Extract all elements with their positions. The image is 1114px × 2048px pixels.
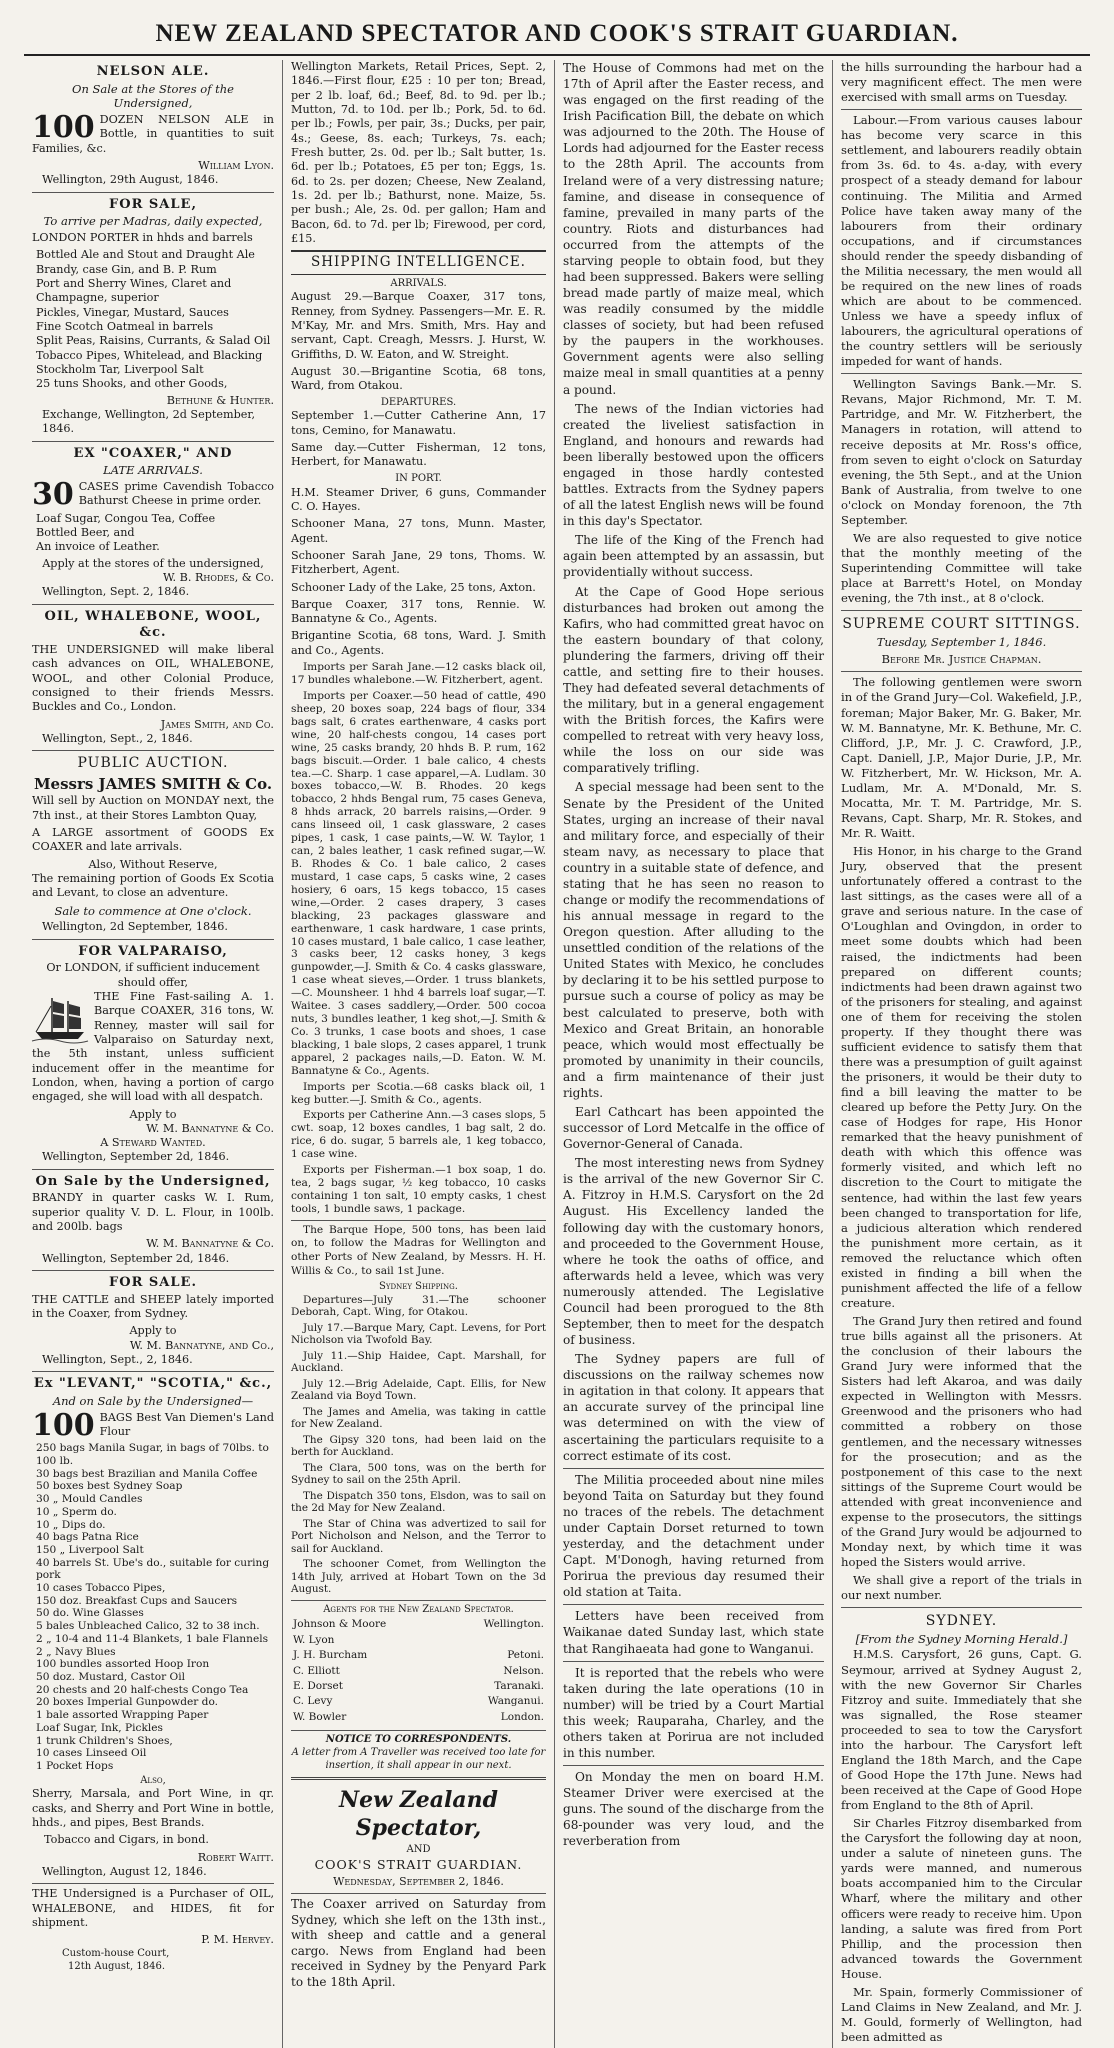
markets-report: Wellington Markets, Retail Prices, Sept. 2, 1846.—First flour, £25 : 10 per ton; Bread, per 2 lb. loaf, 6d.; Beef, 8d. to 9d. per lb.; Mutton, 7d. to 10d. per lb.; Pork, 5d. to 6d. per lb.; Fowls, per pair, 3s.; Ducks, per pair, 4s.; Geese, 8s. each; Turkeys, 7s. each; Fresh butter, 2s. 0d. per lb.; Salt butter, 1s. 6d. per lb.; Potatoes, £5 per ton; Eggs, 1s. 6d. to 2s. per dozen; Cheese, New Zealand, 1s. 2d. per lb.; Bathurst, none. Maize, 5s. per bush.; Ale, 2s. 0d. per gallon; Ham and Bacon, 6d. to 7d. per lb; Firewood, per cord, £15. xyxy=(291,60,546,245)
ad-time: Sale to commence at One o'clock. xyxy=(54,903,252,918)
list-item: 30 bags best Brazilian and Manila Coffee xyxy=(36,1467,258,1480)
ad-tobacco: Tobacco and Cigars, in bond. xyxy=(44,1833,209,1847)
sydney-paragraph: Sir Charles Fitzroy disembarked from the Carysfort the following day at noon, under a salute of nineteen guns. The yards were manned, and numerous boats accompanied him to the Circular Wharf, where the military and other officers were ready to receive him. Upon landing, a salute was fired from Port Phillip, and the procession then advanced towards the Government House. xyxy=(841,1816,1082,1981)
in-port-entry: Schooner Mana, 27 tons, Munn. Master, Agent. xyxy=(291,517,546,545)
list-item: Port and Sherry Wines, Claret and Champagne, superior xyxy=(36,277,232,305)
sydney-shipping-heading: Sydney Shipping. xyxy=(379,1281,458,1293)
list-item: The schooner Comet, from Wellington the 14th July, arrived at Hobart Town on the 3d August. xyxy=(291,1558,546,1596)
ad-heading: EX "COAXER," AND xyxy=(73,445,233,461)
divider xyxy=(841,1607,1082,1608)
divider xyxy=(291,1600,546,1601)
ad-date: Wellington, Sept., 2, 1846. xyxy=(42,731,193,745)
ad-signature: W. M. Bannatyne, and Co., xyxy=(129,1338,274,1352)
ad-apply: Apply to xyxy=(129,1107,177,1121)
list-item: Fine Scotch Oatmeal in barrels xyxy=(36,320,214,334)
ad-cattle xyxy=(32,1275,274,1367)
ad-brandy xyxy=(32,1174,274,1266)
imports-entry: Imports per Sarah Jane.—12 casks black oil, 17 bundles whalebone.—W. Fitzherbert, agent. xyxy=(291,661,546,687)
ad-subheading: And on Sale by the Undersigned— xyxy=(52,1393,254,1408)
paper-and: AND xyxy=(406,1844,431,1856)
list-item: 10 cases Linseed Oil xyxy=(36,1747,147,1760)
ad-heading: FOR VALPARAISO, xyxy=(78,943,228,959)
divider xyxy=(841,373,1082,374)
ad-body: BRANDY in quarter casks W. I. Rum, superior quality V. D. L. Flour, in 100lb. and 200lb. bags xyxy=(32,1191,274,1234)
column-3 xyxy=(554,60,832,2048)
sydney-heading: SYDNEY. xyxy=(925,1613,998,1630)
table-row xyxy=(293,1695,544,1708)
list-item: 40 bags Patna Rice xyxy=(36,1531,139,1544)
ad-firm: Messrs JAMES SMITH & Co. xyxy=(33,775,273,794)
news-paragraph: A special message had been sent to the Senate by the President of the United States, urging an increase of their naval and military force, and especially of their steam navy, as necessary to place that country in a suitable state of defence, and stating that he has seen no reason to change or modify the recommendations of his annual message in regard to the Oregon question. After alluding to the unsettled condition of the relations of the United States with Mexico, he concludes by declaring it to be his settled purpose to pursue such a course of policy as may be best calculated to preserve, both with Mexico and Great Britain, an honorable peace, which would most effectually be promoted by unanimity in their councils, and a firm maintenance of their just rights. xyxy=(563,780,824,1100)
ad-date: 12th August, 1846. xyxy=(68,1960,166,1972)
ad-nelson-ale xyxy=(32,64,274,188)
columns xyxy=(24,60,1090,2044)
departure-entry: September 1.—Cutter Catherine Ann, 17 tons, Cemino, for Manawatu. xyxy=(291,409,546,437)
arrival-entry: August 30.—Brigantine Scotia, 68 tons, Ward, from Otakou. xyxy=(291,364,546,393)
ad-subheading: Or LONDON, if sufficient inducement should offer, xyxy=(46,961,260,989)
court-date: Tuesday, September 1, 1846. xyxy=(876,635,1047,650)
list-item: The James and Amelia, was taking in cattle for New Zealand. xyxy=(291,1405,546,1431)
agent-place: Nelson. xyxy=(503,1664,544,1677)
column-1 xyxy=(24,60,282,2048)
in-port-entry: Schooner Sarah Jane, 29 tons, Thoms. W. Fitzherbert, Agent. xyxy=(291,548,546,577)
ad-hervey xyxy=(32,1887,274,1973)
ad-quantity: 100 xyxy=(32,110,95,146)
table-row xyxy=(293,1634,544,1647)
in-port-entry: Barque Coaxer, 317 tons, Rennie. W. Bannatyne & Co., Agents. xyxy=(291,597,546,626)
ad-body: THE Undersigned is a Purchaser of OIL, WHALEBONE, and HIDES, fit for shipment. xyxy=(32,1887,274,1930)
ad-heading: FOR SALE, xyxy=(109,196,197,212)
divider xyxy=(32,441,274,442)
ad-signature: P. M. Hervey. xyxy=(201,1933,274,1947)
ad-date: Wellington, September 2d, 1846. xyxy=(42,1150,230,1164)
labour-paragraph: Labour.—From various causes labour has become very scarce in this settlement, and labourers readily obtain from 3s. 6d. to 4s. a-day, with every prospect of a steady demand for labour continuing. The Militia and Armed Police have taken away many of the labourers from their ordinary occupations, and if circumstances should render the speedy disbanding of the Militia necessary, the men would all be required on the new lines of roads which are about to be commenced. Unless we have a speedy influx of labourers, the agricultural operations of the country settlers will be seriously impeded for want of hands. xyxy=(841,113,1082,369)
list-item: The Dispatch 350 tons, Elsdon, was to sail on the 2d May for New Zealand. xyxy=(291,1489,546,1515)
list-item: Loaf Sugar, Ink, Pickles xyxy=(36,1721,163,1734)
ad-subheading: LATE ARRIVALS. xyxy=(103,463,203,478)
court-paragraph: The Grand Jury then retired and found true bills against all the prisoners. At the conclusion of their labours the Grand Jury were informed that the Sisters had left Akaroa, and was daily expected in Wellington with Messrs. Greenwood and the prisoners who had committed a robbery on those gentlemen, and the necessary witnesses for the prosecution; and as the postponement of this case to the next sittings of the Supreme Court would be attended with great inconvenience and expense to the prosecutors, the sittings of the Grand Jury would be adjourned to Monday next, by which time it was hoped the Sisters would arrive. xyxy=(841,1314,1082,1569)
sydney-shipping-list xyxy=(291,1294,546,1596)
imports-entry: Imports per Coaxer.—50 head of cattle, 490 sheep, 20 boxes soap, 224 bags of flour, 334 bags salt, 6 crates earthenware, 4 casks port wine, 20 half-chests congou, 14 cases port wine, 25 casks brandy, 20 hhds B. P. rum, 162 bags biscuit.—Order. 1 bale calico, 4 chests tea.—C. Sharp. 1 case apparel,—A. Ludlam. 30 boxes tobacco,—W. B. Rhodes. 20 kegs tobacco, 2 hhds Bengal rum, 75 cases Geneva, 8 hhds arrack, 20 barrels raisins,—Order. 9 cans linseed oil, 1 cask glassware, 2 cases pipes, 1 cask, 1 case paints,—W. W. Taylor, 1 can, 2 bales leather, 1 cask refined sugar,—W. B. Rhodes & Co. 1 bale calico, 2 cases mustard, 1 case caps, 5 casks wine, 2 cases hosiery, 6 oars, 15 kegs tobacco, 15 cases wine,—Order. 2 cases drapery, 3 cases blacking, 23 packages glassware and earthenware, 1 cask hardware, 1 case prints, 10 cases mustard, 1 bale calico, 1 case leather, 3 casks beer, 12 casks honey, 3 kegs gunpowder,—J. Smith & Co. 4 casks glassware, 1 case wheat sieves,—Order. 1 truss blankets,—C. Mounsheer. 1 hhd 4 barrels loaf sugar,—T. Waitee. 3 cases saddlery,—Order. 500 cocoa nuts, 3 bundles leather, 1 keg shot,—J. Smith & Co. 3 trunks, 1 case boots and shoes, 1 case blacking, 1 bale slops, 2 cases apparel, 1 trunk apparel, 2 packages nails,—D. Eaton. W. M. Bannatyne & Co., Agents. xyxy=(291,689,546,1077)
list-item: An invoice of Leather. xyxy=(36,540,160,554)
list-item: Stockholm Tar, Liverpool Salt xyxy=(36,363,204,376)
divider xyxy=(32,604,274,605)
ad-subheading: To arrive per Madras, daily expected, xyxy=(43,214,263,229)
reported-paragraph: It is reported that the rebels who were taken during the late operations (10 in number) will be tried by a Court Martial this week; Rauparaha, Charley, and the others taken at Porirua are not included in this number. xyxy=(563,1665,824,1760)
ad-heading: OIL, WHALEBONE, WOOL, &c. xyxy=(44,608,262,641)
divider xyxy=(32,1169,274,1170)
list-item: 50 doz. Mustard, Castor Oil xyxy=(36,1671,185,1683)
ad-date: Wellington, Sept., 2, 1846. xyxy=(42,1353,193,1367)
divider xyxy=(32,750,274,751)
ad-place: Custom-house Court, xyxy=(62,1947,170,1959)
news-paragraph: At the Cape of Good Hope serious disturbances had broken out among the Kafirs, who had committed great havoc on the eastern boundary of that colony, plundering the farmers, driving off their cattle, and setting fire to their houses. They had defeated several detachments of the military, but in a general engagement with the British forces, the Kafirs were compelled to retreat with very heavy loss, while the loss on our side was comparatively trifling. xyxy=(563,584,824,776)
divider xyxy=(563,1765,824,1766)
ad-wanted: A Steward Wanted. xyxy=(100,1136,206,1150)
ad-signature: W. M. Bannatyne & Co. xyxy=(146,1121,274,1135)
list-item: Brandy, case Gin, and B. P. Rum xyxy=(36,262,217,276)
divider xyxy=(291,1893,546,1894)
ad-also: Also, Without Reserve, xyxy=(88,857,218,871)
ad-levant-scotia xyxy=(32,1376,274,1879)
divider xyxy=(32,1883,274,1884)
ad-ex-coaxer xyxy=(32,446,274,600)
ad-signature: William Lyon. xyxy=(198,159,274,173)
news-paragraph: The House of Commons had met on the 17th of April after the Easter recess, and was engaged on the first reading of the Irish Pacification Bill, the debate on which was adjourned to the 20th. The House of Lords had adjourned for the Easter recess to the 28th April. The accounts from Ireland were of a very distressing nature; famine, and disease in consequence of famine, prevailed in many parts of the country. Riots and disturbances had occurred from the attempts of the starving people to obtain food, but they had been suppressed. Bakers were selling bread made partly of maize meal, which was readily consumed by the middle classes of society, but had been refused by the paupers in the workhouses. Government agents were also selling maize meal in small quantities at a penny a pound. xyxy=(563,61,824,397)
news-paragraph: The news of the Indian victories had created the liveliest satisfaction in England, and honours and rewards had been liberally bestowed upon the officers engaged in those hardly contested battles. Extracts from the Sydney papers of all the latest English news will be found in this day's Spectator. xyxy=(563,401,824,529)
divider xyxy=(32,939,274,940)
list-item: Bottled Ale and Stout and Draught Ale xyxy=(36,248,255,262)
ad-body: DOZEN NELSON ALE in Bottle, in quantities to suit Families, &c. xyxy=(32,113,274,155)
list-item: 20 chests and 20 half-chests Congo Tea xyxy=(36,1683,249,1696)
ad-signature: Bethune & Hunter. xyxy=(166,393,274,407)
savings-bank-paragraph: Wellington Savings Bank.—Mr. S. Revans, Major Richmond, Mr. T. M. Partridge, and Mr. W. Fitzherbert, the Managers in rotation, will attend to receive deposits at Mr. Ross's office, from seven to eight o'clock on Saturday evening, the 5th Sept., and at the Union Bank of Australia, from twelve to one o'clock on Monday forenoon, the 7th September. xyxy=(841,377,1082,527)
divider xyxy=(841,109,1082,110)
agent-place: Taranaki. xyxy=(494,1680,544,1693)
notice-heading: NOTICE TO CORRESPONDENTS. xyxy=(325,1734,512,1746)
list-item: 10 „ Sperm do. xyxy=(36,1505,117,1518)
news-paragraph: Earl Cathcart has been appointed the successor of Lord Metcalfe in the office of Governor-General of Canada. xyxy=(563,1105,824,1152)
ad-item-list xyxy=(36,512,274,555)
ad-heading: On Sale by the Undersigned, xyxy=(35,1173,271,1189)
ad-item-list xyxy=(36,248,274,391)
ad-body: Will sell by Auction on MONDAY next, the 7th inst., at their Stores Lambton Quay, xyxy=(32,794,274,822)
ad-body: LONDON PORTER in hhds and barrels xyxy=(32,231,253,245)
list-item: 1 bale assorted Wrapping Paper xyxy=(36,1709,209,1722)
ad-date: Wellington, 29th August, 1846. xyxy=(42,173,219,187)
paper-subtitle: COOK'S STRAIT GUARDIAN. xyxy=(314,1856,523,1872)
agent-place: Wanganui. xyxy=(487,1695,544,1708)
agents-heading: Agents for the New Zealand Spectator. xyxy=(323,1603,514,1615)
ad-heading: Ex "LEVANT," "SCOTIA," &c., xyxy=(33,1376,273,1392)
divider xyxy=(841,671,1082,672)
ad-signature: Robert Waitt. xyxy=(197,1850,274,1864)
ad-also: Also, xyxy=(140,1774,166,1786)
ad-signature: W. B. Rhodes, & Co. xyxy=(163,570,274,584)
agent-name: C. Levy xyxy=(293,1695,333,1708)
agent-name: E. Dorset xyxy=(293,1680,343,1693)
list-item: 25 tuns Shooks, and other Goods, xyxy=(36,377,228,391)
list-item: The Star of China was advertized to sail for Port Nicholson and Nelson, and the Terror to sail for Auckland. xyxy=(291,1517,546,1555)
list-item: Split Peas, Raisins, Currants, & Salad Oil xyxy=(36,334,271,348)
table-row xyxy=(293,1680,544,1693)
ad-heading: NELSON ALE. xyxy=(96,64,210,79)
list-item: Departures—July 31.—The schooner Deborah, Capt. Wing, for Otakou. xyxy=(291,1293,546,1319)
ad-quantity: 30 xyxy=(32,476,74,512)
list-item: 2 „ 10-4 and 11-4 Blankets, 1 bale Flannels xyxy=(36,1632,269,1645)
agent-name: W. Bowler xyxy=(293,1710,347,1723)
divider xyxy=(291,1777,546,1780)
ad-apply: Apply at the stores of the undersigned, xyxy=(42,556,264,570)
court-paragraph: The following gentlemen were sworn in of the Grand Jury—Col. Wakefield, J.P., foreman; Major Baker, Mr. G. Baker, Mr. W. M. Bannatyne, Mr. K. Bethune, Mr. C. Clifford, J.P., Mr. J. C. Crawford, J.P., Capt. Daniell, J.P., Major Durie, J.P., Mr. W. Fitzherbert, Mr. W. Hickson, Mr. A. Ludlam, Mr. A. M'Donald, Mr. S. Mocatta, Mr. T. M. Partridge, Mr. S. Revans, Capt. Sharp, Mr. R. Stokes, and Mr. R. Waitt. xyxy=(841,675,1082,840)
ad-oil-whalebone xyxy=(32,609,274,747)
court-paragraph: His Honor, in his charge to the Grand Jury, observed that the present unfortunately offered a contrast to the last sittings, as the cases were all of a grave and serious nature. In the case of O'Loughlan and Ovingdon, in order to meet some doubts which had been raised, the indictments had been prepared on different counts; indictments had been drawn against two of the prisoners for stealing, and against one of them for receiving the stolen property. If they thought there was sufficient evidence to satisfy them that there was a presumption of guilt against the prisoners, it would be their duty to find a bill leaving the matter to be cleared up before the Petty Jury. On the case of Hodges for rape, His Honor remarked that the heavy punishment of death with which this offence was formerly visited, and which left no discretion to the Court to mitigate the sentence, had within the last few years been changed to transportation for life, a judicious alteration which rendered the punishment more certain, as it removed the reluctance which often existed in finding a bill when the punishment affected the life of a fellow creature. xyxy=(841,844,1082,1310)
table-row xyxy=(293,1665,544,1678)
agent-place: Petoni. xyxy=(507,1649,544,1662)
exports-entry: Exports per Fisherman.—1 box soap, 1 do. tea, 2 bags sugar, ½ keg tobacco, 10 casks containing 1 ton salt, 10 empty casks, 1 chest tools, 1 bundle saws, 1 package. xyxy=(291,1164,546,1215)
divider xyxy=(841,610,1082,611)
divider xyxy=(32,192,274,193)
ad-also-body: Sherry, Marsala, and Port Wine, in qr. casks, and Sherry and Port Wine in bottle, hhds., and pipes, Best Brands. xyxy=(32,1787,274,1830)
divider xyxy=(32,1371,274,1372)
letters-paragraph: Letters have been received from Waikanae dated Sunday last, which state that Rangihaeata had gone to Wanganui. xyxy=(563,1609,824,1656)
ad-date: Exchange, Wellington, 2d September, 1846. xyxy=(42,407,256,436)
sydney-paragraph: H.M.S. Carysfort, 26 guns, Capt. G. Seymour, arrived at Sydney August 2, with the new Governor Sir Charles Fitzroy and suite. Immediately that she was signalled, the Rose steamer proceeded to sea to tow the Carysfort into the harbour. The Carysfort left England the 18th March, and the Cape of Good Hope the 17th June. News had been received at the Cape of Good Hope from England to the 8th of April. xyxy=(841,1647,1082,1813)
ad-body: BAGS Best Van Diemen's Land Flour xyxy=(99,1410,274,1439)
agent-name: W. Lyon xyxy=(293,1633,335,1646)
divider xyxy=(563,1468,824,1469)
list-item: Bottled Beer, and xyxy=(36,525,135,539)
list-item: 2 „ Navy Blues xyxy=(36,1645,116,1658)
column-2 xyxy=(282,60,554,2048)
arrival-entry: August 29.—Barque Coaxer, 317 tons, Renney, from Sydney. Passengers—Mr. E. R. M'Kay, Mr. and Mrs. Smith, Mrs. Hay and servant, Capt. Creagh, Messrs. J. Hurst, W. Griffiths, D. W. Eaton, and W. Streight. xyxy=(291,290,546,361)
ad-heading: PUBLIC AUCTION. xyxy=(77,755,229,772)
notice-paragraph: We are also requested to give notice that the monthly meeting of the Superintending Committee will take place at Barrett's Hotel, on Monday evening, the 7th inst., at 8 o'clock. xyxy=(841,530,1082,606)
list-item: 50 do. Wine Glasses xyxy=(36,1607,144,1620)
ad-subheading: On Sale at the Stores of the Undersigned, xyxy=(72,81,234,111)
hope-notice: The Barque Hope, 500 tons, has been laid on, to follow the Madras for Wellington and other Ports of New Zealand, by Messrs. H. H. Willis & Co., to sail 1st June. xyxy=(291,1223,546,1277)
ad-signature: W. M. Bannatyne & Co. xyxy=(146,1237,274,1251)
shipping-heading: SHIPPING INTELLIGENCE. xyxy=(291,250,546,274)
notice-body: A letter from A Traveller was received too late for insertion, it shall appear in our next. xyxy=(291,1747,546,1771)
departures-heading: DEPARTURES. xyxy=(380,396,457,408)
edition-date: Wednesday, September 2, 1846. xyxy=(333,1874,504,1888)
agent-name: Johnson & Moore xyxy=(293,1618,387,1631)
agent-place: London. xyxy=(500,1710,544,1723)
news-paragraph: the hills surrounding the harbour had a very magnificent effect. The men were exercised with small arms on Tuesday. xyxy=(841,60,1082,105)
list-item: 5 bales Unbleached Calico, 32 to 38 inch. xyxy=(36,1620,260,1633)
list-item: 50 boxes best Sydney Soap xyxy=(36,1480,183,1493)
divider xyxy=(563,1661,824,1662)
list-item: 30 „ Mould Candles xyxy=(36,1493,143,1506)
ad-public-auction xyxy=(32,755,274,934)
court-heading: SUPREME COURT SITTINGS. xyxy=(842,616,1081,633)
list-item: Loaf Sugar, Congou Tea, Coffee xyxy=(36,511,216,525)
list-item: 10 cases Tobacco Pipes, xyxy=(36,1582,166,1595)
ad-for-sale-madras xyxy=(32,197,274,437)
ad-remaining: The remaining portion of Goods Ex Scotia and Levant, to close an adventure. xyxy=(32,871,274,900)
masthead-rule xyxy=(24,54,1090,56)
list-item: 40 barrels St. Ube's do., suitable for curing pork xyxy=(36,1556,270,1582)
list-item: 150 doz. Breakfast Cups and Saucers xyxy=(36,1594,238,1607)
list-item: July 17.—Barque Mary, Capt. Levens, for Port Nicholson via Twofold Bay. xyxy=(291,1321,546,1347)
ad-quantity: 100 xyxy=(32,1407,95,1443)
agent-place xyxy=(446,1634,544,1647)
exports-entry: Exports per Catherine Ann.—3 cases slops, 5 cwt. soap, 12 boxes candles, 1 bag salt, 2 do. rice, 6 do. sugar, 5 barrels ale, 1 keg tobacco, 1 case wine. xyxy=(291,1109,546,1161)
agent-name: J. H. Burcham xyxy=(293,1649,368,1662)
ad-lot: A LARGE assortment of GOODS Ex COAXER and late arrivals. xyxy=(32,825,274,854)
ad-date: Wellington, 2d September, 1846. xyxy=(42,920,228,934)
militia-paragraph: The Militia proceeded about nine miles beyond Taita on Saturday but they found no traces of the rebels. The detachment under Captain Dorset returned to town yesterday, and the detachment under Capt. M'Donogh, having returned from Porirua the previous day resumed their old station at Taita. xyxy=(563,1472,824,1600)
agent-place: Wellington. xyxy=(483,1618,544,1631)
in-port-entry: Brigantine Scotia, 68 tons, Ward. J. Smith and Co., Agents. xyxy=(291,629,546,657)
ad-heading: FOR SALE. xyxy=(109,1275,197,1291)
table-row xyxy=(293,1711,544,1724)
list-item: July 12.—Brig Adelaide, Capt. Ellis, for New Zealand via Boyd Town. xyxy=(291,1377,546,1403)
table-row xyxy=(293,1649,544,1662)
in-port-heading: IN PORT. xyxy=(395,472,442,484)
news-paragraph: The most interesting news from Sydney is the arrival of the new Governor Sir C. A. Fitzroy in H.M.S. Carysfort on the 2d August. His Excellency landed the following day with the customary honors, and proceeded to the Government House, where he took the oaths of office, and afterwards held a levee, which was very numerously attended. The Legislative Council had been prorogued to the 8th September, then to meet for the despatch of business. xyxy=(563,1156,824,1348)
sydney-paragraph: Mr. Spain, formerly Commissioner of Land Claims in New Zealand, and Mr. J. M. Gould, formerly of Wellington, had been admitted as xyxy=(841,1984,1082,2044)
ad-body: THE CATTLE and SHEEP lately imported in the Coaxer, from Sydney. xyxy=(32,1292,274,1321)
ad-body: THE Fine Fast-sailing A. 1. Barque COAXER, 316 tons, W. Renney, master will sail for Valparaiso on Saturday next, the 5th instant, unless sufficient inducement offer in the meantime for London, when, having a portion of cargo engaged, she will load with all despatch. xyxy=(32,989,274,1104)
ad-apply: Apply to xyxy=(129,1324,177,1338)
divider xyxy=(291,1220,546,1221)
list-item: 10 „ Dips do. xyxy=(36,1518,106,1531)
in-port-entry: H.M. Steamer Driver, 6 guns, Commander C. O. Hayes. xyxy=(291,485,546,513)
list-item: 150 „ Liverpool Salt xyxy=(36,1543,144,1556)
imports-entry: Imports per Scotia.—68 casks black oil, 1 keg butter.—J. Smith & Co., agents. xyxy=(291,1080,546,1106)
ad-body: CASES prime Cavendish Tobacco Bathurst Cheese in prime order. xyxy=(78,479,274,508)
agent-name: C. Elliott xyxy=(293,1664,340,1677)
ad-date: Wellington, August 12, 1846. xyxy=(42,1865,207,1879)
in-port-entry: Schooner Lady of the Lake, 25 tons, Axton. xyxy=(291,580,536,594)
news-paragraph: The life of the King of the French had again been attempted by an assassin, but providentially without success. xyxy=(563,533,824,580)
news-paragraph: The Sydney papers are full of discussions on the railway schemes now in agitation in that colony. It appears that an accurate survey of the principal line was determined on with the view of ascertaining the particulars requisite to a correct estimate of its cost. xyxy=(563,1352,824,1463)
list-item: 1 Pocket Hops xyxy=(36,1759,114,1772)
list-item: The Gipsy 320 tons, had been laid on the berth for Auckland. xyxy=(291,1433,546,1459)
list-item: Tobacco Pipes, Whitelead, and Blacking xyxy=(36,348,263,362)
masthead: NEW ZEALAND SPECTATOR AND COOK'S STRAIT GUARDIAN. xyxy=(155,20,959,47)
table-row xyxy=(293,1618,544,1631)
arrivals-heading: ARRIVALS. xyxy=(390,277,447,289)
sailing-ship-icon xyxy=(32,992,88,1042)
ad-valparaiso xyxy=(32,944,274,1165)
list-item: 20 boxes Imperial Gunpowder do. xyxy=(36,1696,219,1709)
divider xyxy=(32,1270,274,1271)
column-4 xyxy=(832,60,1090,2048)
sydney-source: [From the Sydney Morning Herald.] xyxy=(855,1632,1068,1647)
list-item: 250 bags Manila Sugar, in bags of 70lbs. to 100 lb. xyxy=(36,1442,269,1468)
court-paragraph: We shall give a report of the trials in our next number. xyxy=(841,1573,1082,1603)
divider xyxy=(563,1604,824,1605)
list-item: July 11.—Ship Haidee, Capt. Marshall, for Auckland. xyxy=(291,1349,546,1375)
ad-signature: James Smith, and Co. xyxy=(160,717,274,731)
ad-item-list xyxy=(36,1442,274,1772)
list-item: The Clara, 500 tons, was on the berth for Sydney to sail on the 25th April. xyxy=(291,1461,546,1487)
ad-body: THE UNDERSIGNED will make liberal cash advances on OIL, WHALEBONE, WOOL, and other Colonial Produce, consigned to their friends Messrs. Buckles and Co., London. xyxy=(32,642,274,714)
lead-article: The Coaxer arrived on Saturday from Sydney, which she left on the 13th inst., with sheep and cattle and a general cargo. News from England had been received in Sydney by the Penyard Park to the 18th April. xyxy=(291,1896,546,1989)
list-item: 1 trunk Children's Shoes, xyxy=(36,1734,173,1747)
court-judge: Before Mr. Justice Chapman. xyxy=(881,652,1042,667)
divider xyxy=(291,1730,546,1731)
ad-date: Wellington, September 2d, 1846. xyxy=(42,1251,230,1265)
monday-paragraph: On Monday the men on board H.M. Steamer Driver were exercised at the guns. The sound of the discharge from the 68-pounder was very loud, and the reverberation from xyxy=(563,1770,824,1849)
departure-entry: Same day.—Cutter Fisherman, 12 tons, Herbert, for Manawatu. xyxy=(291,441,546,469)
agents-table xyxy=(291,1616,546,1726)
ad-date: Wellington, Sept. 2, 1846. xyxy=(42,585,190,599)
paper-title: New Zealand Spectator, xyxy=(338,1786,498,1841)
list-item: 100 bundles assorted Hoop Iron xyxy=(36,1658,210,1671)
list-item: Pickles, Vinegar, Mustard, Sauces xyxy=(36,305,229,319)
